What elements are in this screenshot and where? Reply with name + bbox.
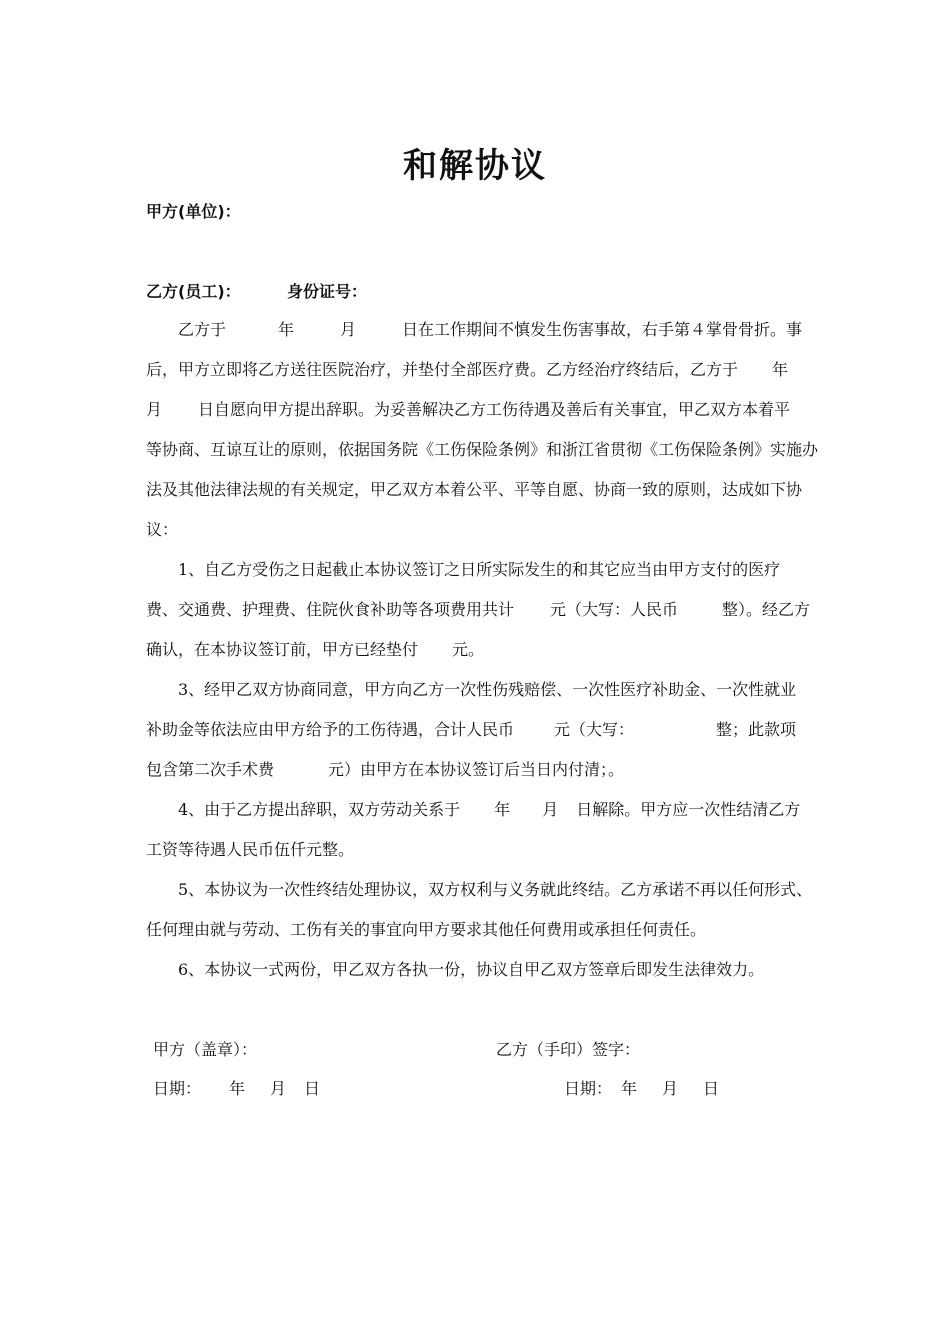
clause-3-line-2: 补助金等依法应由甲方给予的工伤待遇，合计人民币 元（大写： 整；此款项 (146, 720, 797, 739)
intro-line-4: 等协商、互谅互让的原则，依据国务院《工伤保险条例》和浙江省贯彻《工伤保险条例》实施办 (146, 440, 819, 459)
intro-line-3: 月 日自愿向甲方提出辞职。为妥善解决乙方工伤待遇及善后有关事宜，甲乙双方本着平 (146, 400, 791, 419)
clause-6-line-1: 6、本协议一式两份，甲乙双方各执一份，协议自甲乙双方签章后即发生法律效力。 (178, 960, 765, 979)
party-b-date-line: 日期： 年 月 日 (564, 1079, 720, 1098)
clause-5-line-1: 5、本协议为一次性终结处理协议，双方权利与义务就此终结。乙方承诺不再以任何形式、 (178, 880, 813, 899)
party-a-label: 甲方(单位)： (146, 202, 241, 221)
intro-line-6: 议： (146, 520, 179, 539)
party-b-label: 乙方(员工)： (146, 282, 241, 301)
clause-3-line-1: 3、经甲乙双方协商同意，甲方向乙方一次性伤残赔偿、一次性医疗补助金、一次性就业 (178, 680, 797, 699)
party-b-sign-label: 乙方（手印）签字： (496, 1040, 641, 1059)
intro-line-1: 乙方于 年 月 日在工作期间不慎发生伤害事故，右手第４掌骨骨折。事 (178, 320, 803, 339)
clause-4-line-1: 4、由于乙方提出辞职，双方劳动关系于 年 月 日解除。甲方应一次性结清乙方 (178, 800, 801, 819)
clause-1-line-1: 1、自乙方受伤之日起截止本协议签订之日所实际发生的和其它应当由甲方支付的医疗 (178, 560, 781, 579)
clause-3-line-3: 包含第二次手术费 元）由甲方在本协议签订后当日内付清；。 (146, 760, 625, 779)
clause-1-line-2: 费、交通费、护理费、住院伙食补助等各项费用共计 元（大写：人民币 整）。经乙方 (146, 600, 811, 619)
clause-5-line-2: 任何理由就与劳动、工伤有关的事宜向甲方要求其他任何费用或承担任何责任。 (146, 920, 707, 939)
party-a-seal-label: 甲方（盖章）： (153, 1040, 258, 1059)
intro-line-5: 法及其他法律法规的有关规定，甲乙双方本着公平、平等自愿、协商一致的原则，达成如下协 (146, 480, 803, 499)
intro-line-2: 后，甲方立即将乙方送往医院治疗，并垫付全部医疗费。乙方经治疗终结后，乙方于 年 (146, 360, 789, 379)
clause-1-line-3: 确认，在本协议签订前，甲方已经垫付 元。 (146, 640, 485, 659)
clause-4-line-2: 工资等待遇人民币伍仟元整。 (146, 840, 355, 859)
party-a-date-line: 日期： 年 月 日 (153, 1079, 321, 1098)
id-number-label: 身份证号： (287, 282, 368, 301)
document-title: 和解协议 (403, 146, 547, 186)
